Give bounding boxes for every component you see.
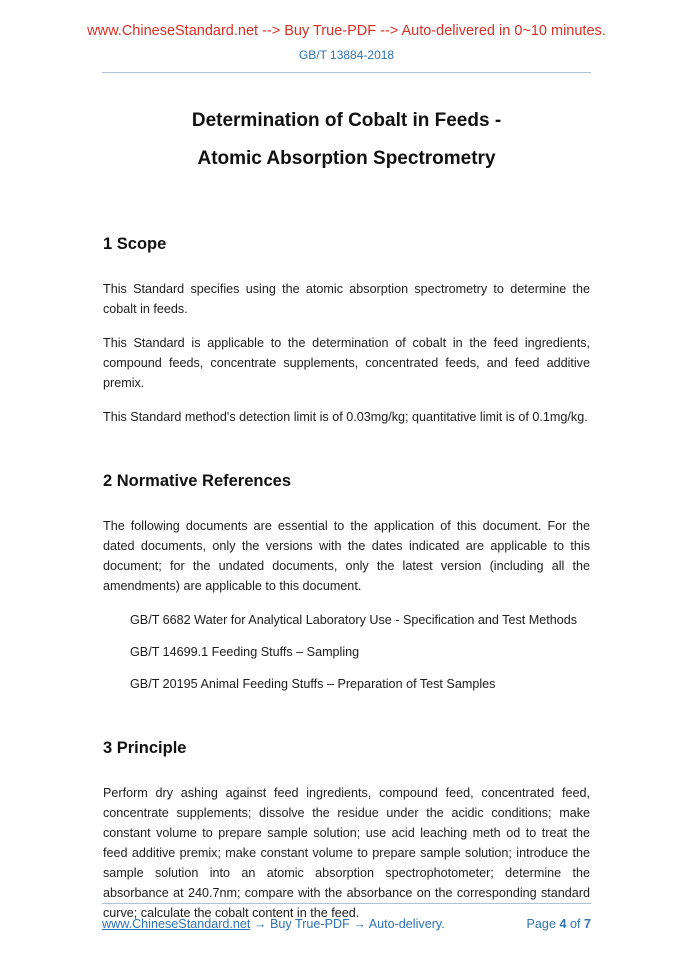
reference-item: GB/T 20195 Animal Feeding Stuffs – Preparation of Test Samples (130, 677, 496, 691)
paragraph: Perform dry ashing against feed ingredients, compound feed, concentrated feed, concentrate supplements; dissolve the residue under the acidic conditions; make constant volume to prepare sample solution; use acid leaching meth od to treat the feed additive premix; make constant volume to prepare sample solution; introduce the sample solution into an atomic absorption spectrophotometer; determine the absorbance at 240.7nm; compare with the absorbance on the corresponding standard curve; calculate the cobalt content in the feed. (103, 786, 590, 920)
page-footer (0, 903, 693, 932)
footer-promo-text: → Buy True-PDF → Auto-delivery. (253, 917, 445, 931)
paragraph: This Standard method's detection limit is of 0.03mg/kg; quantitative limit is of 0.1mg/kg. (103, 410, 588, 424)
section-heading-scope: 1 Scope (103, 235, 167, 253)
document-title-line2: Atomic Absorption Spectrometry (197, 148, 496, 169)
section-principle (103, 736, 590, 923)
section-scope (103, 232, 590, 427)
paragraph: This Standard specifies using the atomic absorption spectrometry to determine the cobalt in feeds. (103, 282, 590, 316)
header-promo-text: www.ChineseStandard.net --> Buy True-PDF --> Auto-delivered in 0~10 minutes. (87, 23, 606, 39)
page-number (527, 916, 591, 932)
footer-site-link[interactable]: www.ChineseStandard.net (102, 917, 251, 931)
footer-promo (102, 916, 445, 932)
reference-item: GB/T 6682 Water for Analytical Laboratory Use - Specification and Test Methods (130, 613, 578, 627)
document-title (0, 102, 693, 178)
section-heading-normative-references: 2 Normative References (103, 472, 292, 490)
standard-code: GB/T 13884-2018 (298, 48, 395, 62)
paragraph: This Standard is applicable to the determination of cobalt in the feed ingredients, compound feeds, concentrate supplements, concentrated feeds, and feed additive premix. (103, 336, 590, 390)
page-of-label: of (569, 917, 581, 931)
page-label: Page (526, 917, 556, 931)
page-header (0, 0, 693, 73)
page-current: 4 (559, 917, 567, 931)
document-title-line1: Determination of Cobalt in Feeds - (191, 110, 502, 131)
document-body (0, 232, 693, 923)
reference-item: GB/T 14699.1 Feeding Stuffs – Sampling (130, 645, 360, 659)
section-heading-principle: 3 Principle (103, 739, 187, 757)
section-normative-references (103, 469, 590, 694)
page-total: 7 (583, 917, 591, 931)
header-divider (102, 72, 591, 73)
paragraph: The following documents are essential to the application of this document. For the dated documents, only the versions with the dates indicated are applicable to this document; for the undated documents, only the latest version (including all the amendments) are applicable to this document. (103, 519, 590, 593)
footer-divider (102, 903, 591, 904)
